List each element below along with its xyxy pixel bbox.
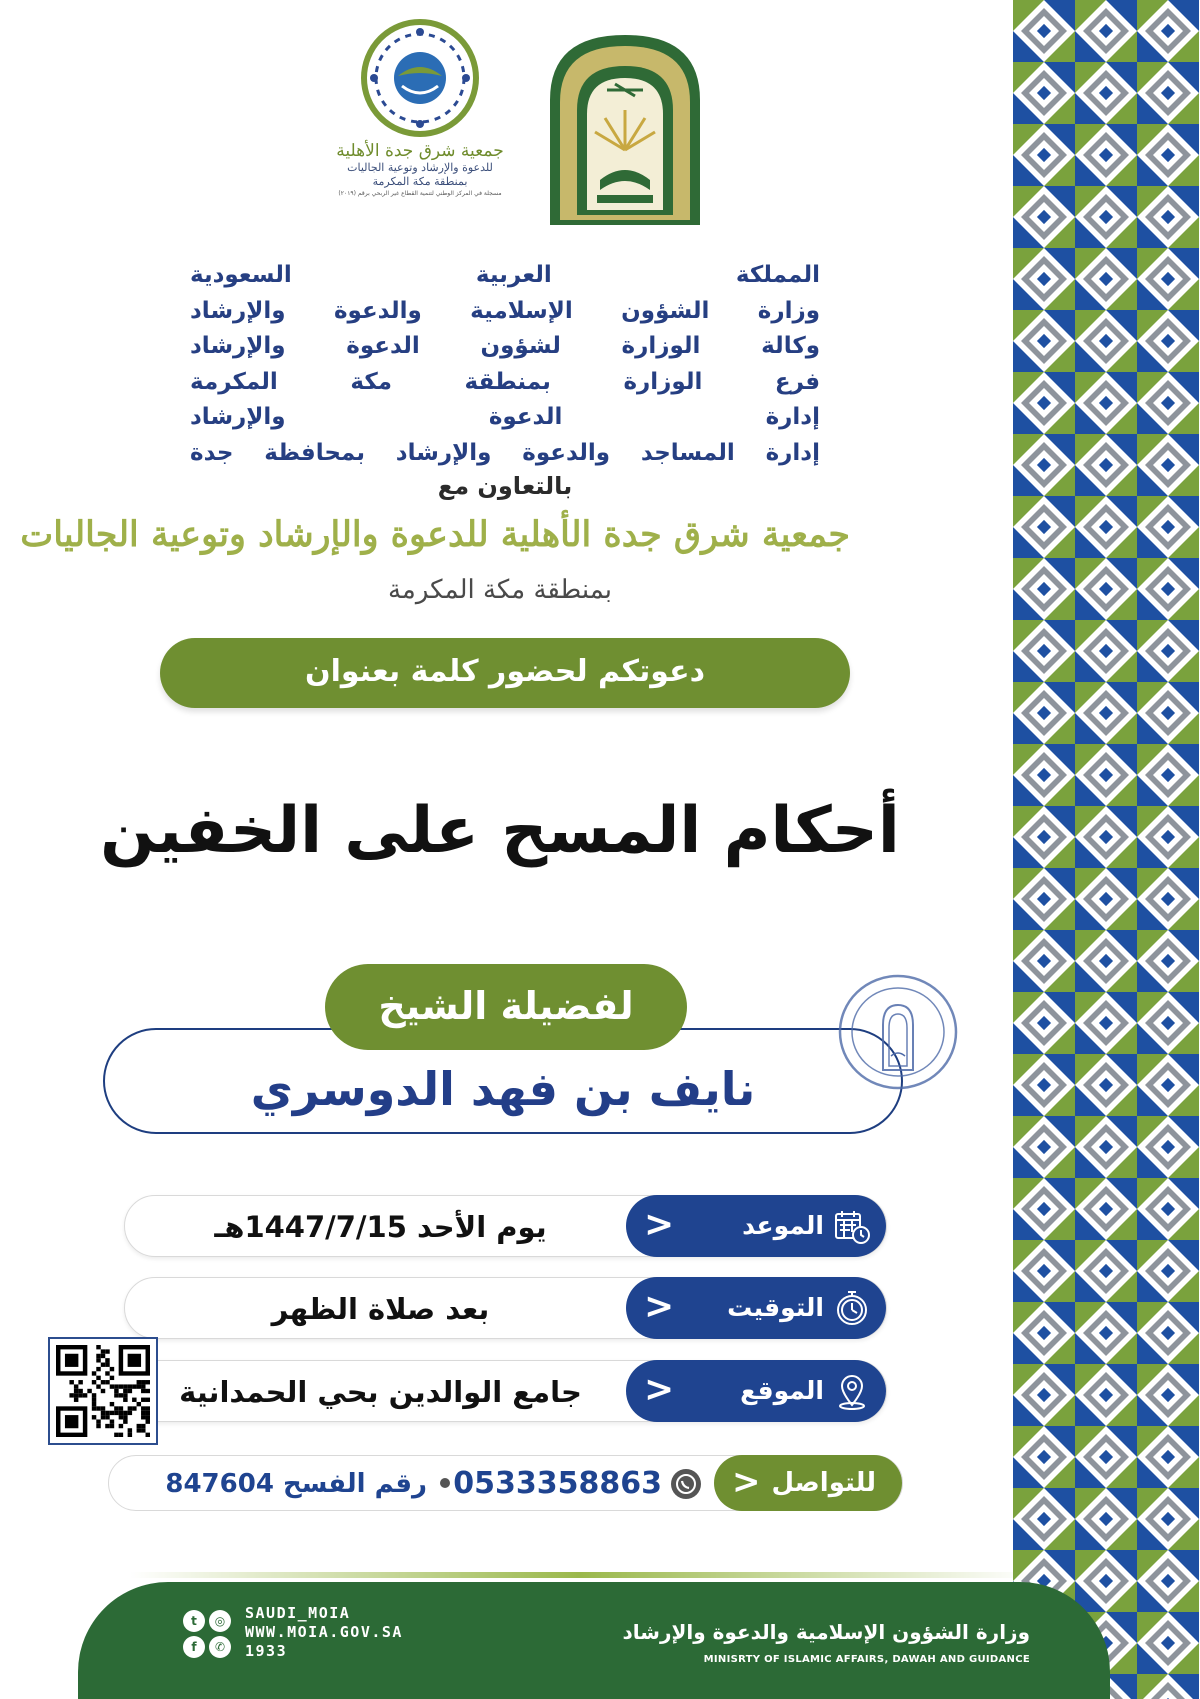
date-label: الموعد — [742, 1211, 824, 1240]
pattern-tile — [1075, 1240, 1137, 1302]
separator-dot — [440, 1478, 450, 1488]
pattern-tile — [1137, 496, 1199, 558]
location-value: جامع الوالدين بحي الحمدانية — [179, 1375, 582, 1409]
chevron-icon: < — [644, 1204, 675, 1245]
pattern-tile — [1137, 248, 1199, 310]
pattern-tile — [1137, 682, 1199, 744]
pattern-tile — [1013, 1116, 1075, 1178]
pattern-tile — [1075, 1054, 1137, 1116]
pattern-tile — [1013, 620, 1075, 682]
footer-ministry-arabic: وزارة الشؤون الإسلامية والدعوة والإرشاد — [622, 1620, 1030, 1644]
pattern-tile — [1013, 1364, 1075, 1426]
decorative-pattern-border — [1013, 0, 1200, 1699]
pattern-tile — [1013, 1488, 1075, 1550]
pattern-tile — [1137, 1612, 1199, 1674]
footer-phone[interactable]: 1933 — [245, 1642, 288, 1660]
pattern-tile — [1013, 124, 1075, 186]
pattern-tile — [1013, 558, 1075, 620]
detail-row-location — [124, 1360, 887, 1422]
footer — [78, 1582, 1110, 1699]
location-pin-icon — [832, 1371, 872, 1411]
pattern-tile — [1137, 1674, 1199, 1699]
header-line: إدارة المساجد والدعوة والإرشاد بمحافظة جدة — [190, 439, 820, 466]
pattern-tile — [1075, 1426, 1137, 1488]
pattern-tile — [1013, 372, 1075, 434]
pattern-tile — [1137, 372, 1199, 434]
pattern-tile — [1075, 248, 1137, 310]
header-line: إدارة الدعوة والإرشاد — [190, 404, 820, 430]
pattern-tile — [1075, 744, 1137, 806]
pattern-tile — [1075, 434, 1137, 496]
pattern-tile — [1137, 1302, 1199, 1364]
header-line: وكالة الوزارة لشؤون الدعوة والإرشاد — [190, 333, 820, 359]
footer-ministry-english: MINISRTY OF ISLAMIC AFFAIRS, DAWAH AND GUIDANCE — [703, 1654, 1030, 1665]
instagram-icon[interactable]: ◎ — [209, 1610, 231, 1632]
pattern-tile — [1013, 682, 1075, 744]
pattern-tile — [1075, 1364, 1137, 1426]
contact-label: للتواصل — [771, 1468, 876, 1498]
contact-label-badge — [714, 1455, 902, 1511]
pattern-tile — [1075, 868, 1137, 930]
pattern-tile — [1075, 558, 1137, 620]
pattern-tile — [1137, 992, 1199, 1054]
pattern-tile — [1013, 248, 1075, 310]
footer-handle[interactable]: SAUDI_MOIA — [245, 1604, 351, 1622]
speaker-title: لفضيلة الشيخ — [325, 964, 687, 1050]
pattern-tile — [1075, 1116, 1137, 1178]
pattern-tile — [1137, 186, 1199, 248]
pattern-tile — [1013, 186, 1075, 248]
pattern-tile — [1075, 0, 1137, 62]
pattern-tile — [1137, 930, 1199, 992]
pattern-tile — [1137, 434, 1199, 496]
pattern-tile — [1137, 62, 1199, 124]
pattern-tile — [1137, 1488, 1199, 1550]
phone-icon[interactable]: ✆ — [209, 1636, 231, 1658]
association-registration: مسجلة في المركز الوطني لتنمية القطاع غير الربحي برقم (٢٠١٩) — [338, 190, 502, 197]
association-logo — [320, 18, 520, 243]
pattern-tile — [1013, 868, 1075, 930]
ministry-logo — [545, 30, 705, 230]
contact-row — [108, 1455, 903, 1511]
pattern-tile — [1013, 434, 1075, 496]
header-line: فرع الوزارة بمنطقة مكة المكرمة — [190, 368, 820, 395]
pattern-tile — [1137, 558, 1199, 620]
pattern-tile — [1137, 806, 1199, 868]
association-name: جمعية شرق جدة الأهلية — [336, 141, 504, 161]
association-region: بمنطقة مكة المكرمة — [372, 175, 468, 188]
pattern-tile — [1137, 310, 1199, 372]
pattern-tile — [1137, 1178, 1199, 1240]
twitter-icon[interactable]: t — [183, 1610, 205, 1632]
chevron-icon: < — [644, 1369, 675, 1410]
date-value: يوم الأحد 1447/7/15هـ — [214, 1210, 547, 1244]
pattern-tile — [1075, 1550, 1137, 1612]
association-subtitle: للدعوة والإرشاد وتوعية الجاليات — [347, 161, 493, 174]
permit-number: رقم الفسح 847604 — [165, 1469, 427, 1499]
facebook-icon[interactable]: f — [183, 1636, 205, 1658]
pattern-tile — [1013, 992, 1075, 1054]
pattern-tile — [1137, 0, 1199, 62]
pattern-tile — [1075, 1302, 1137, 1364]
qr-code[interactable] — [48, 1337, 158, 1445]
pattern-tile — [1013, 1054, 1075, 1116]
pattern-tile — [1075, 186, 1137, 248]
footer-divider — [130, 1572, 1030, 1578]
pattern-tile — [1075, 682, 1137, 744]
location-label: الموقع — [740, 1376, 824, 1405]
pattern-tile — [1137, 744, 1199, 806]
chevron-icon: < — [644, 1286, 675, 1327]
detail-row-date — [124, 1195, 887, 1257]
contact-phone[interactable]: 0533358863 — [453, 1466, 662, 1501]
pattern-tile — [1137, 1116, 1199, 1178]
header-line: وزارة الشؤون الإسلامية والدعوة والإرشاد — [190, 297, 820, 324]
pattern-tile — [1137, 620, 1199, 682]
pattern-tile — [1075, 1178, 1137, 1240]
date-label-badge — [626, 1195, 886, 1257]
pattern-tile — [1075, 372, 1137, 434]
pattern-tile — [1075, 620, 1137, 682]
pattern-tile — [1013, 62, 1075, 124]
pattern-tile — [1013, 930, 1075, 992]
pattern-tile — [1013, 1240, 1075, 1302]
calendar-clock-icon — [832, 1206, 872, 1246]
pattern-tile — [1013, 310, 1075, 372]
pattern-tile — [1013, 744, 1075, 806]
pattern-tile — [1075, 806, 1137, 868]
speaker-name: نايف بن فهد الدوسري — [250, 1062, 756, 1116]
footer-website[interactable]: WWW.MOIA.GOV.SA — [245, 1623, 403, 1641]
pattern-tile — [1075, 124, 1137, 186]
pattern-tile — [1137, 1426, 1199, 1488]
pattern-tile — [1013, 806, 1075, 868]
pattern-tile — [1137, 1054, 1199, 1116]
pattern-tile — [1013, 1302, 1075, 1364]
location-label-badge — [626, 1360, 886, 1422]
pattern-tile — [1013, 1426, 1075, 1488]
pattern-tile — [1075, 992, 1137, 1054]
header-line: المملكة العربية السعودية — [190, 262, 820, 288]
cooperation-text: بالتعاون مع — [437, 472, 573, 500]
pattern-tile — [1075, 496, 1137, 558]
time-label-badge — [626, 1277, 886, 1339]
pattern-tile — [1137, 1364, 1199, 1426]
lecture-title: أحكام المسح على الخفين — [100, 794, 900, 868]
chevron-icon: < — [732, 1462, 761, 1502]
pattern-tile — [1137, 1550, 1199, 1612]
stopwatch-icon — [832, 1288, 872, 1328]
pattern-tile — [1137, 124, 1199, 186]
pattern-tile — [1013, 1178, 1075, 1240]
pattern-tile — [1013, 0, 1075, 62]
time-label: التوقيت — [727, 1293, 824, 1322]
issuing-authority-lines — [190, 258, 820, 471]
pattern-tile — [1137, 1240, 1199, 1302]
invitation-banner: دعوتكم لحضور كلمة بعنوان — [160, 638, 850, 708]
time-value: بعد صلاة الظهر — [271, 1292, 490, 1326]
pattern-tile — [1075, 62, 1137, 124]
pattern-tile — [1075, 310, 1137, 372]
association-region-calligraphy: بمنطقة مكة المكرمة — [387, 575, 613, 605]
whatsapp-icon[interactable] — [670, 1468, 702, 1500]
pattern-tile — [1075, 1488, 1137, 1550]
detail-row-time — [124, 1277, 887, 1339]
association-calligraphy: جمعية شرق جدة الأهلية للدعوة والإرشاد وتوعية الجاليات — [20, 514, 850, 555]
official-stamp — [833, 970, 963, 1095]
pattern-tile — [1013, 496, 1075, 558]
pattern-tile — [1137, 868, 1199, 930]
pattern-tile — [1075, 930, 1137, 992]
